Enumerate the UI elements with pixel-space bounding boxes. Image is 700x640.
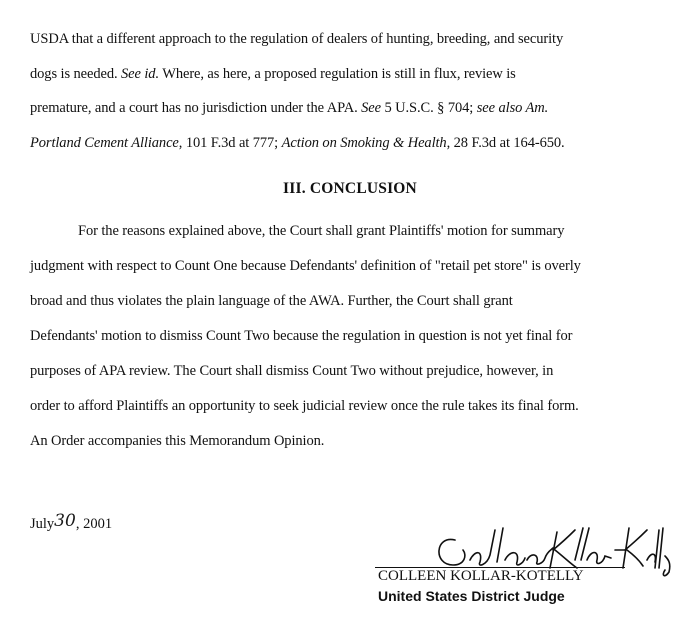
date-day-handwritten: 30 [54, 511, 76, 531]
date-year: , 2001 [75, 516, 113, 532]
text-run: Where, as here, a proposed regulation is still in flux, review is [158, 66, 516, 82]
date-month: July [30, 516, 55, 532]
body-line-1 [30, 30, 563, 48]
citation: See [361, 100, 381, 116]
conclusion-line-1: For the reasons explained above, the Court shall grant Plaintiffs' motion for summary [78, 223, 565, 239]
text-run: premature, and a court has no jurisdiction under the APA. [30, 100, 362, 116]
body-line-2 [30, 65, 516, 83]
text-run: dogs is needed. [30, 66, 122, 82]
text-run: , 28 F.3d at 164-650. [446, 135, 565, 151]
body-line-3 [30, 99, 548, 117]
judge-name: COLLEEN KOLLAR-KOTELLY [378, 568, 584, 584]
case-name: Portland Cement Alliance [30, 135, 179, 151]
conclusion-line-6: order to afford Plaintiffs an opportunity to seek judicial review once the rule takes its final form. [30, 398, 579, 414]
text-run: , 101 F.3d at 777; [178, 135, 282, 151]
conclusion-line-5: purposes of APA review. The Court shall dismiss Count Two without prejudice, however, in [30, 363, 554, 379]
signature-stroke-kotelly [623, 528, 670, 576]
case-name: Action on Smoking & Health [281, 135, 447, 151]
conclusion-line-3: broad and thus violates the plain language of the AWA. Further, the Court shall grant [30, 293, 513, 309]
citation: See id. [121, 66, 159, 82]
judge-title: United States District Judge [378, 588, 565, 604]
signature-stroke-kollar [550, 528, 625, 568]
conclusion-line-7: An Order accompanies this Memorandum Opinion. [30, 433, 325, 449]
conclusion-line-2: judgment with respect to Count One because Defendants' definition of "retail pet store" is overly [30, 258, 581, 274]
signing-date [30, 513, 112, 533]
section-heading: III. CONCLUSION [283, 180, 417, 197]
citation: see also Am. [476, 100, 549, 116]
conclusion-line-4: Defendants' motion to dismiss Count Two because the regulation in question is not yet final for [30, 328, 573, 344]
signature-stroke-first [439, 528, 553, 565]
body-line-4 [30, 134, 565, 152]
text-run: 5 U.S.C. § 704; [380, 100, 477, 116]
text-run: USDA that a different approach to the regulation of dealers of hunting, breeding, and security [30, 31, 564, 47]
